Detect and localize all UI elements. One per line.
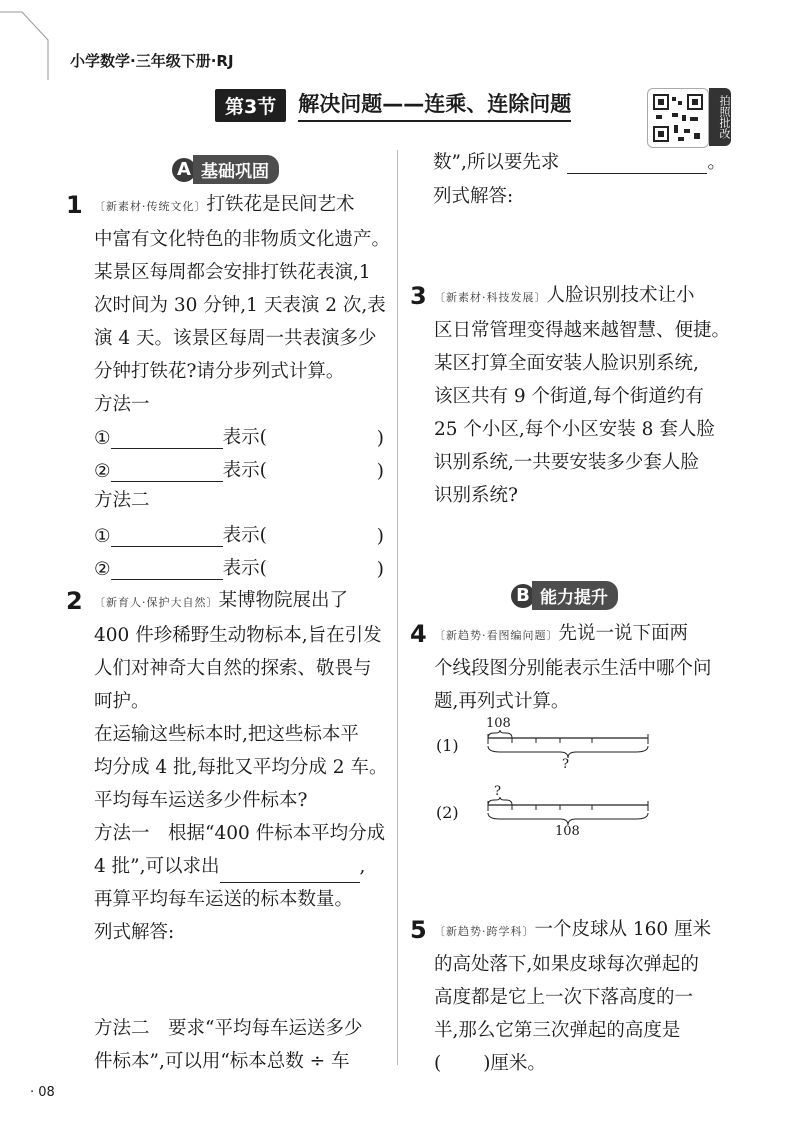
q5-line: ( bbox=[434, 1053, 442, 1074]
circle-one: ① bbox=[94, 526, 111, 547]
close-paren: ) bbox=[376, 428, 384, 449]
q3-line: 25 个小区,每个小区安装 8 套人脸 bbox=[434, 419, 715, 440]
book-header: 小学数学·三年级下册·RJ bbox=[70, 52, 234, 70]
q2-tag: 〔新育人·保护大自然〕 bbox=[94, 596, 219, 609]
answer-space[interactable] bbox=[441, 1047, 483, 1080]
q5-line: 高度都是它上一次下落高度的一 bbox=[434, 987, 694, 1008]
q2-line: 某博物院展出了 bbox=[218, 590, 349, 611]
q2-line: 件标本”,可以用“标本总数 ÷ 车 bbox=[94, 1051, 350, 1072]
answer-blank[interactable] bbox=[111, 559, 223, 580]
q2-line: 呵护。 bbox=[94, 691, 150, 712]
q5-line5 bbox=[434, 1047, 734, 1080]
q2-line: 4 批”,可以求出 bbox=[94, 856, 220, 877]
corner-decoration bbox=[0, 0, 70, 80]
q1-line: 次时间为 30 分钟,1 天表演 2 次,表 bbox=[94, 295, 386, 316]
answer-blank[interactable] bbox=[567, 151, 707, 174]
q2-method2 bbox=[94, 1012, 394, 1078]
diagram2-bottom-label: 108 bbox=[555, 824, 580, 839]
q2-line: 数”,所以要先求 bbox=[433, 152, 560, 173]
q4-number: 4 bbox=[410, 620, 427, 648]
q5-line: )厘米。 bbox=[483, 1053, 546, 1074]
q5-line: 半,那么它第三次弹起的高度是 bbox=[434, 1020, 681, 1041]
answer-blank[interactable] bbox=[111, 526, 223, 547]
q2-line: 均分成 4 批,每批又平均分成 2 车。 bbox=[94, 757, 388, 778]
answer-blank[interactable] bbox=[220, 860, 360, 883]
q1-line: 分钟打铁花?请分步列式计算。 bbox=[94, 361, 345, 382]
q2-number: 2 bbox=[66, 587, 83, 615]
q1-line: 演 4 天。该景区每周一共表演多少 bbox=[94, 328, 377, 349]
q2-line9 bbox=[94, 850, 394, 883]
section-title: 解决问题——连乘、连除问题 bbox=[298, 88, 571, 122]
q2-answer2-label: 列式解答: bbox=[433, 186, 514, 207]
diagram2-top-label: ? bbox=[494, 784, 501, 799]
circle-two: ② bbox=[94, 559, 111, 580]
q1-method2-row2 bbox=[94, 554, 384, 580]
q3-line: 该区共有 9 个街道,每个街道约有 bbox=[434, 386, 704, 407]
q2-answer-label: 列式解答: bbox=[94, 922, 175, 943]
q4-line: 题,再列式计算。 bbox=[434, 691, 570, 712]
close-paren: ) bbox=[376, 559, 384, 580]
qr-side-label: 拍照批改 bbox=[709, 88, 731, 146]
circle-two: ② bbox=[94, 461, 111, 482]
line-segment-diagram-2 bbox=[480, 797, 660, 829]
q4-line: 个线段图分别能表示生活中哪个问 bbox=[434, 658, 712, 679]
q5-tag: 〔新趋势·跨学科〕 bbox=[434, 925, 535, 938]
q5-line: 的高处落下,如果皮球每次弹起的 bbox=[434, 954, 699, 975]
part-b-letter: B bbox=[511, 584, 535, 608]
q2-line: 人们对神奇大自然的探索、敬畏与 bbox=[94, 658, 372, 679]
q2-line: 再算平均每车运送的标本数量。 bbox=[94, 889, 354, 910]
part-a-title: 基础巩固 bbox=[193, 155, 279, 184]
q4-text bbox=[434, 617, 734, 718]
diagram1-top-label: 108 bbox=[486, 716, 511, 731]
q3-line: 区日常管理变得越来越智慧、便捷。 bbox=[434, 320, 731, 341]
q1-method2-label: 方法二 bbox=[94, 490, 150, 511]
q1-number: 1 bbox=[66, 191, 83, 219]
q3-line: 某区打算全面安装人脸识别系统, bbox=[434, 353, 699, 374]
qr-pattern-icon bbox=[648, 89, 708, 147]
q2-line: , bbox=[359, 856, 366, 877]
answer-blank[interactable] bbox=[111, 428, 223, 449]
q5-text bbox=[434, 913, 734, 1080]
q3-line: 识别系统,一共要安装多少套人脸 bbox=[434, 452, 699, 473]
show-label: 表示( bbox=[222, 427, 267, 448]
q2-line: 方法二 要求“平均每车运送多少 bbox=[94, 1018, 363, 1039]
answer-blank[interactable] bbox=[111, 461, 223, 482]
column-divider bbox=[397, 150, 398, 1065]
q1-line: 某景区每周都会安排打铁花表演,1 bbox=[94, 262, 371, 283]
q1-line: 打铁花是民间艺术 bbox=[206, 194, 355, 215]
part-b-badge bbox=[511, 581, 618, 610]
close-paren: ) bbox=[376, 461, 384, 482]
diagram1-bottom-label: ? bbox=[562, 757, 569, 772]
q1-method2-row1 bbox=[94, 521, 384, 547]
q5-line: 一个皮球从 160 厘米 bbox=[534, 919, 712, 940]
q1-method1-label: 方法一 bbox=[94, 394, 150, 415]
q3-line: 识别系统? bbox=[434, 485, 518, 506]
part-a-badge bbox=[172, 155, 279, 184]
q4-tag: 〔新趋势·看图编问题〕 bbox=[434, 629, 559, 642]
q2-line: 平均每车运送多少件标本? bbox=[94, 790, 308, 811]
q1-method1-row1 bbox=[94, 423, 384, 449]
circle-one: ① bbox=[94, 428, 111, 449]
section-title-bar bbox=[215, 88, 571, 122]
show-label: 表示( bbox=[222, 558, 267, 579]
q2-text bbox=[94, 584, 394, 949]
show-label: 表示( bbox=[222, 460, 267, 481]
close-paren: ) bbox=[376, 526, 384, 547]
line-segment-diagram-1 bbox=[480, 730, 660, 762]
diagram1-label: (1) bbox=[436, 736, 459, 755]
q3-tag: 〔新素材·科技发展〕 bbox=[434, 291, 547, 304]
q4-line: 先说一说下面两 bbox=[558, 623, 689, 644]
q1-text bbox=[94, 188, 394, 421]
q2-line: 方法一 根据“400 件标本平均分成 bbox=[94, 823, 386, 844]
q2-continued bbox=[433, 148, 726, 174]
section-label: 第3节 bbox=[215, 89, 286, 122]
qr-code[interactable] bbox=[647, 88, 709, 148]
q1-line: 中富有文化特色的非物质文化遗产。 bbox=[94, 229, 391, 250]
q2-line: 在运输这些标本时,把这些标本平 bbox=[94, 724, 359, 745]
q2-line: 400 件珍稀野生动物标本,旨在引发 bbox=[94, 625, 382, 646]
q1-tag: 〔新素材·传统文化〕 bbox=[94, 200, 207, 213]
q3-text bbox=[434, 279, 734, 512]
part-b-title: 能力提升 bbox=[532, 581, 618, 610]
diagram2-label: (2) bbox=[436, 803, 459, 822]
q3-line: 人脸识别技术让小 bbox=[546, 285, 695, 306]
q5-number: 5 bbox=[410, 916, 427, 944]
q1-method1-row2 bbox=[94, 456, 384, 482]
q2-line: 。 bbox=[707, 152, 726, 173]
show-label: 表示( bbox=[222, 525, 267, 546]
part-a-letter: A bbox=[172, 158, 196, 182]
page-number: · 08 bbox=[30, 1085, 55, 1100]
q3-number: 3 bbox=[410, 282, 427, 310]
